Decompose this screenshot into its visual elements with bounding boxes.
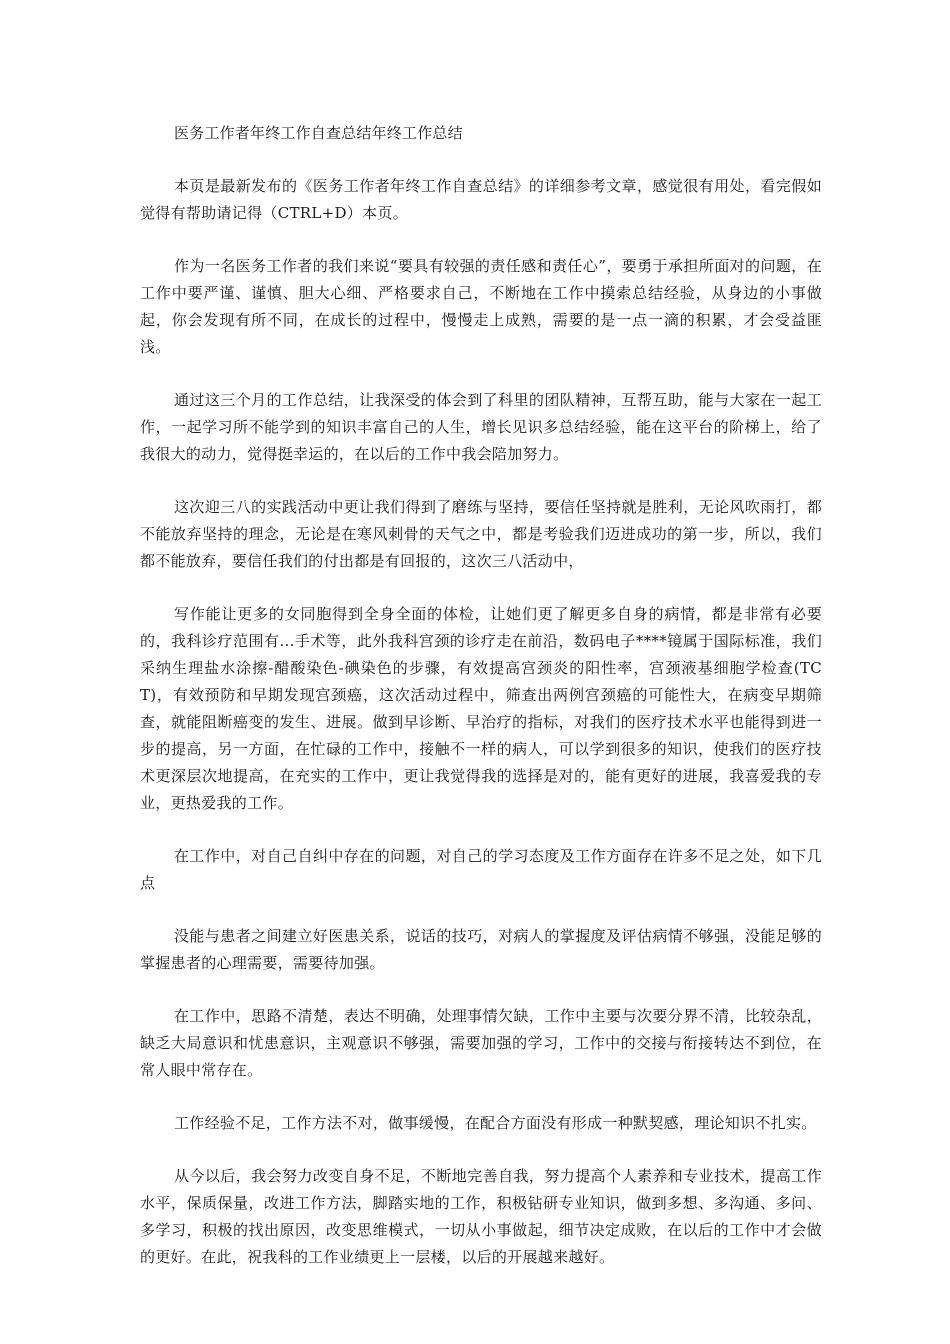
paragraph-intro: 本页是最新发布的《医务工作者年终工作自查总结》的详细参考文章，感觉很有用处，看完假如觉得有帮助请记得（CTRL+D）本页。 <box>140 177 822 222</box>
paragraph-march-activity: 这次迎三八的实践活动中更让我们得到了磨练与坚持，要信任坚持就是胜利，无论风吹雨打，都不能放弃坚持的理念，无论是在寒风刺骨的天气之中，都是考验我们迈进成功的第一步，所以，我们都不能放弃，要信任我们的付出都是有回报的，这次三八活动中， <box>140 498 822 570</box>
document-page <box>140 120 822 1297</box>
paragraph-shortcoming-3: 工作经验不足，工作方法不对，做事缓慢，在配合方面没有形成一种默契感，理论知识不扎实。 <box>174 1114 817 1132</box>
paragraph-shortcoming-2: 在工作中，思路不清楚，表达不明确，处理事情欠缺，工作中主要与次要分界不清，比较杂乱，缺乏大局意识和忧患意识，主观意识不够强，需要加强的学习，工作中的交接与衔接转达不到位，在常人眼中常存在。 <box>140 1007 822 1079</box>
paragraph-team-spirit: 通过这三个月的工作总结，让我深受的体会到了科里的团队精神，互帮互助，能与大家在一起工作，一起学习所不能学到的知识丰富自己的人生，增长见识多总结经验，能在这平台的阶梯上，给了我很大的动力，觉得挺幸运的，在以后的工作中我会陪加努力。 <box>140 391 822 463</box>
paragraph-conclusion: 从今以后，我会努力改变自身不足，不断地完善自我，努力提高个人素养和专业技术，提高工作水平，保质保量，改进工作方法，脚踏实地的工作，积极钻研专业知识，做到多想、多沟通、多问、多学习，积极的找出原因，改变思维模式，一切从小事做起，细节决定成败，在以后的工作中才会做的更好。在此，祝我科的工作业绩更上一层楼，以后的开展越来越好。 <box>140 1167 822 1266</box>
paragraph-medical-checkup: 写作能让更多的女同胞得到全身全面的体检，让她们更了解更多自身的病情，都是非常有必要的，我科诊疗范围有...手术等，此外我科宫颈的诊疗走在前沿，数码电子****镜属于国际标准，我们采纳生理盐水涂擦-醋酸染色-碘染色的步骤，有效提高宫颈炎的阳性率，宫颈液基细胞学检查(TCT)，有效预防和早期发现宫颈癌，这次活动过程中，筛查出两例宫颈癌的可能性大，在病变早期筛查，就能阻断癌变的发生、进展。做到早诊断、早治疗的指标，对我们的医疗技术水平也能得到进一步的提高，另一方面，在忙碌的工作中，接触不一样的病人，可以学到很多的知识，使我们的医疗技术更深层次地提高，在充实的工作中，更让我觉得我的选择是对的，能有更好的进展，我喜爱我的专业，更热爱我的工作。 <box>140 605 822 812</box>
paragraph-shortcoming-1: 没能与患者之间建立好医患关系，说话的技巧，对病人的掌握度及评估病情不够强，没能足够的掌握患者的心理需要，需要待加强。 <box>140 927 822 972</box>
paragraph-shortcomings-intro: 在工作中，对自己自纠中存在的问题，对自己的学习态度及工作方面存在许多不足之处，如下几点 <box>140 847 822 892</box>
document-title: 医务工作者年终工作自查总结年终工作总结 <box>174 124 463 142</box>
paragraph-responsibility: 作为一名医务工作者的我们来说“要具有较强的责任感和责任心”，要勇于承担所面对的问题，在工作中要严谨、谨慎、胆大心细、严格要求自己，不断地在工作中摸索总结经验，从身边的小事做起，你会发现有所不同，在成长的过程中，慢慢走上成熟，需要的是一点一滴的积累，才会受益匪浅。 <box>140 257 822 356</box>
